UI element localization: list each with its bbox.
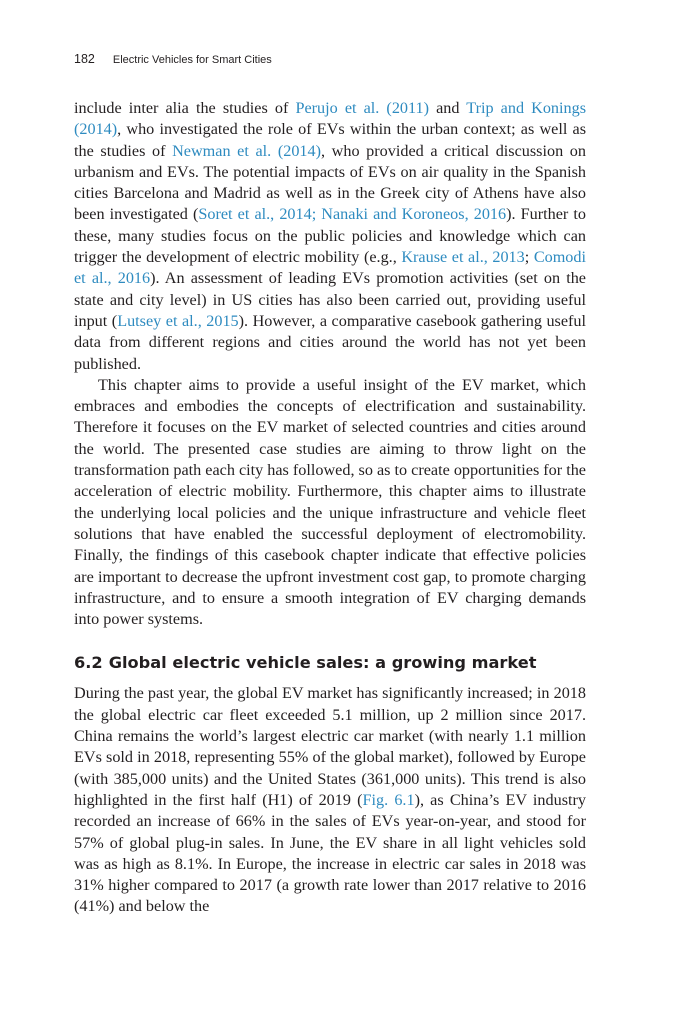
section-number: 6.2 [74, 653, 103, 673]
paragraph-2: This chapter aims to provide a useful insight of the EV market, which embraces and embodies the concepts of electrification and sustainability. Therefore it focuses on the EV market of selected countries and cities around the world. The presented case studies are aiming to throw light on the transformation path each city has followed, so as to create opportunities for the acceleration of electric mobility. Furthermore, this chapter aims to illustrate the underlying local policies and the unique infrastructure and vehicle fleet solutions that have enabled the successful deployment of electromobility. Finally, the findings of this casebook chapter indicate that effective policies are important to decrease the upfront investment cost gap, to promote charging infrastructure, and to ensure a smooth integration of EV charging demands into power systems. [74, 375, 586, 629]
citation-link[interactable]: Krause et al., 2013 [401, 248, 525, 267]
text-run: , who provided a critical discussion on urbanism and EVs. The potential impacts of EVs on air quality in the Spanish cities Barcelona and Madrid as well as in the Greek city of Athens have also been investigated ( [74, 141, 586, 224]
citation-link[interactable]: Trip and Konings (2014) [74, 99, 586, 139]
citation-link[interactable]: Newman et al. (2014) [172, 141, 321, 160]
section-title: Global electric vehicle sales: a growing market [108, 653, 537, 673]
citation-link[interactable]: Comodi et al., 2016 [74, 248, 586, 288]
text-run: , who investigated the role of EVs within the urban context; as well as the studies of [74, 120, 586, 160]
paragraph-3 [74, 683, 586, 917]
book-title: Electric Vehicles for Smart Cities [112, 54, 272, 66]
citation-link[interactable]: Soret et al., 2014; Nanaki and Koroneos, 2016 [198, 205, 507, 224]
text-run: ). Further to these, many studies focus on the public policies and knowledge which can trigger the development of electric mobility (e.g., [74, 205, 587, 267]
page-number: 182 [74, 52, 95, 66]
body-text [74, 98, 586, 918]
text-run: ; [524, 248, 534, 267]
running-header [74, 52, 272, 66]
paragraph-1 [74, 98, 586, 375]
citation-link[interactable]: Perujo et al. (2011) [295, 99, 429, 117]
text-run: ), as China’s EV industry recorded an increase of 66% in the sales of EVs year-on-year, and stood for 57% of global plug-in sales. In June, the EV share in all light vehicles sold was as high as 8.1%. In Europe, the increase in electric car sales in 2018 was 31% higher compared to 2017 (a growth rate lower than 2017 relative to 2016 (41%) and below the [74, 790, 586, 916]
citation-link[interactable]: Lutsey et al., 2015 [117, 311, 239, 330]
text-run: and [428, 99, 467, 117]
text-run: ). An assessment of leading EVs promotion activities (set on the state and city level) in US cities has also been carried out, providing useful input ( [74, 269, 586, 330]
text-run: ). However, a comparative casebook gathering useful data from different regions and cities around the world has not yet been published. [74, 311, 587, 373]
figure-link[interactable]: Fig. 6.1 [362, 790, 415, 809]
text-run: During the past year, the global EV market has significantly increased; in 2018 the global electric car fleet exceeded 5.1 million, up 2 million since 2017. China remains the world’s largest electric car market (with nearly 1.1 million EVs sold in 2018, representing 55% of the global market), followed by Europe (with 385,000 units) and the United States (361,000 units). This trend is also highlighted in the first half (H1) of 2019 ( [74, 684, 586, 809]
section-heading [74, 652, 586, 674]
text-run: include inter alia the studies of [74, 99, 296, 117]
